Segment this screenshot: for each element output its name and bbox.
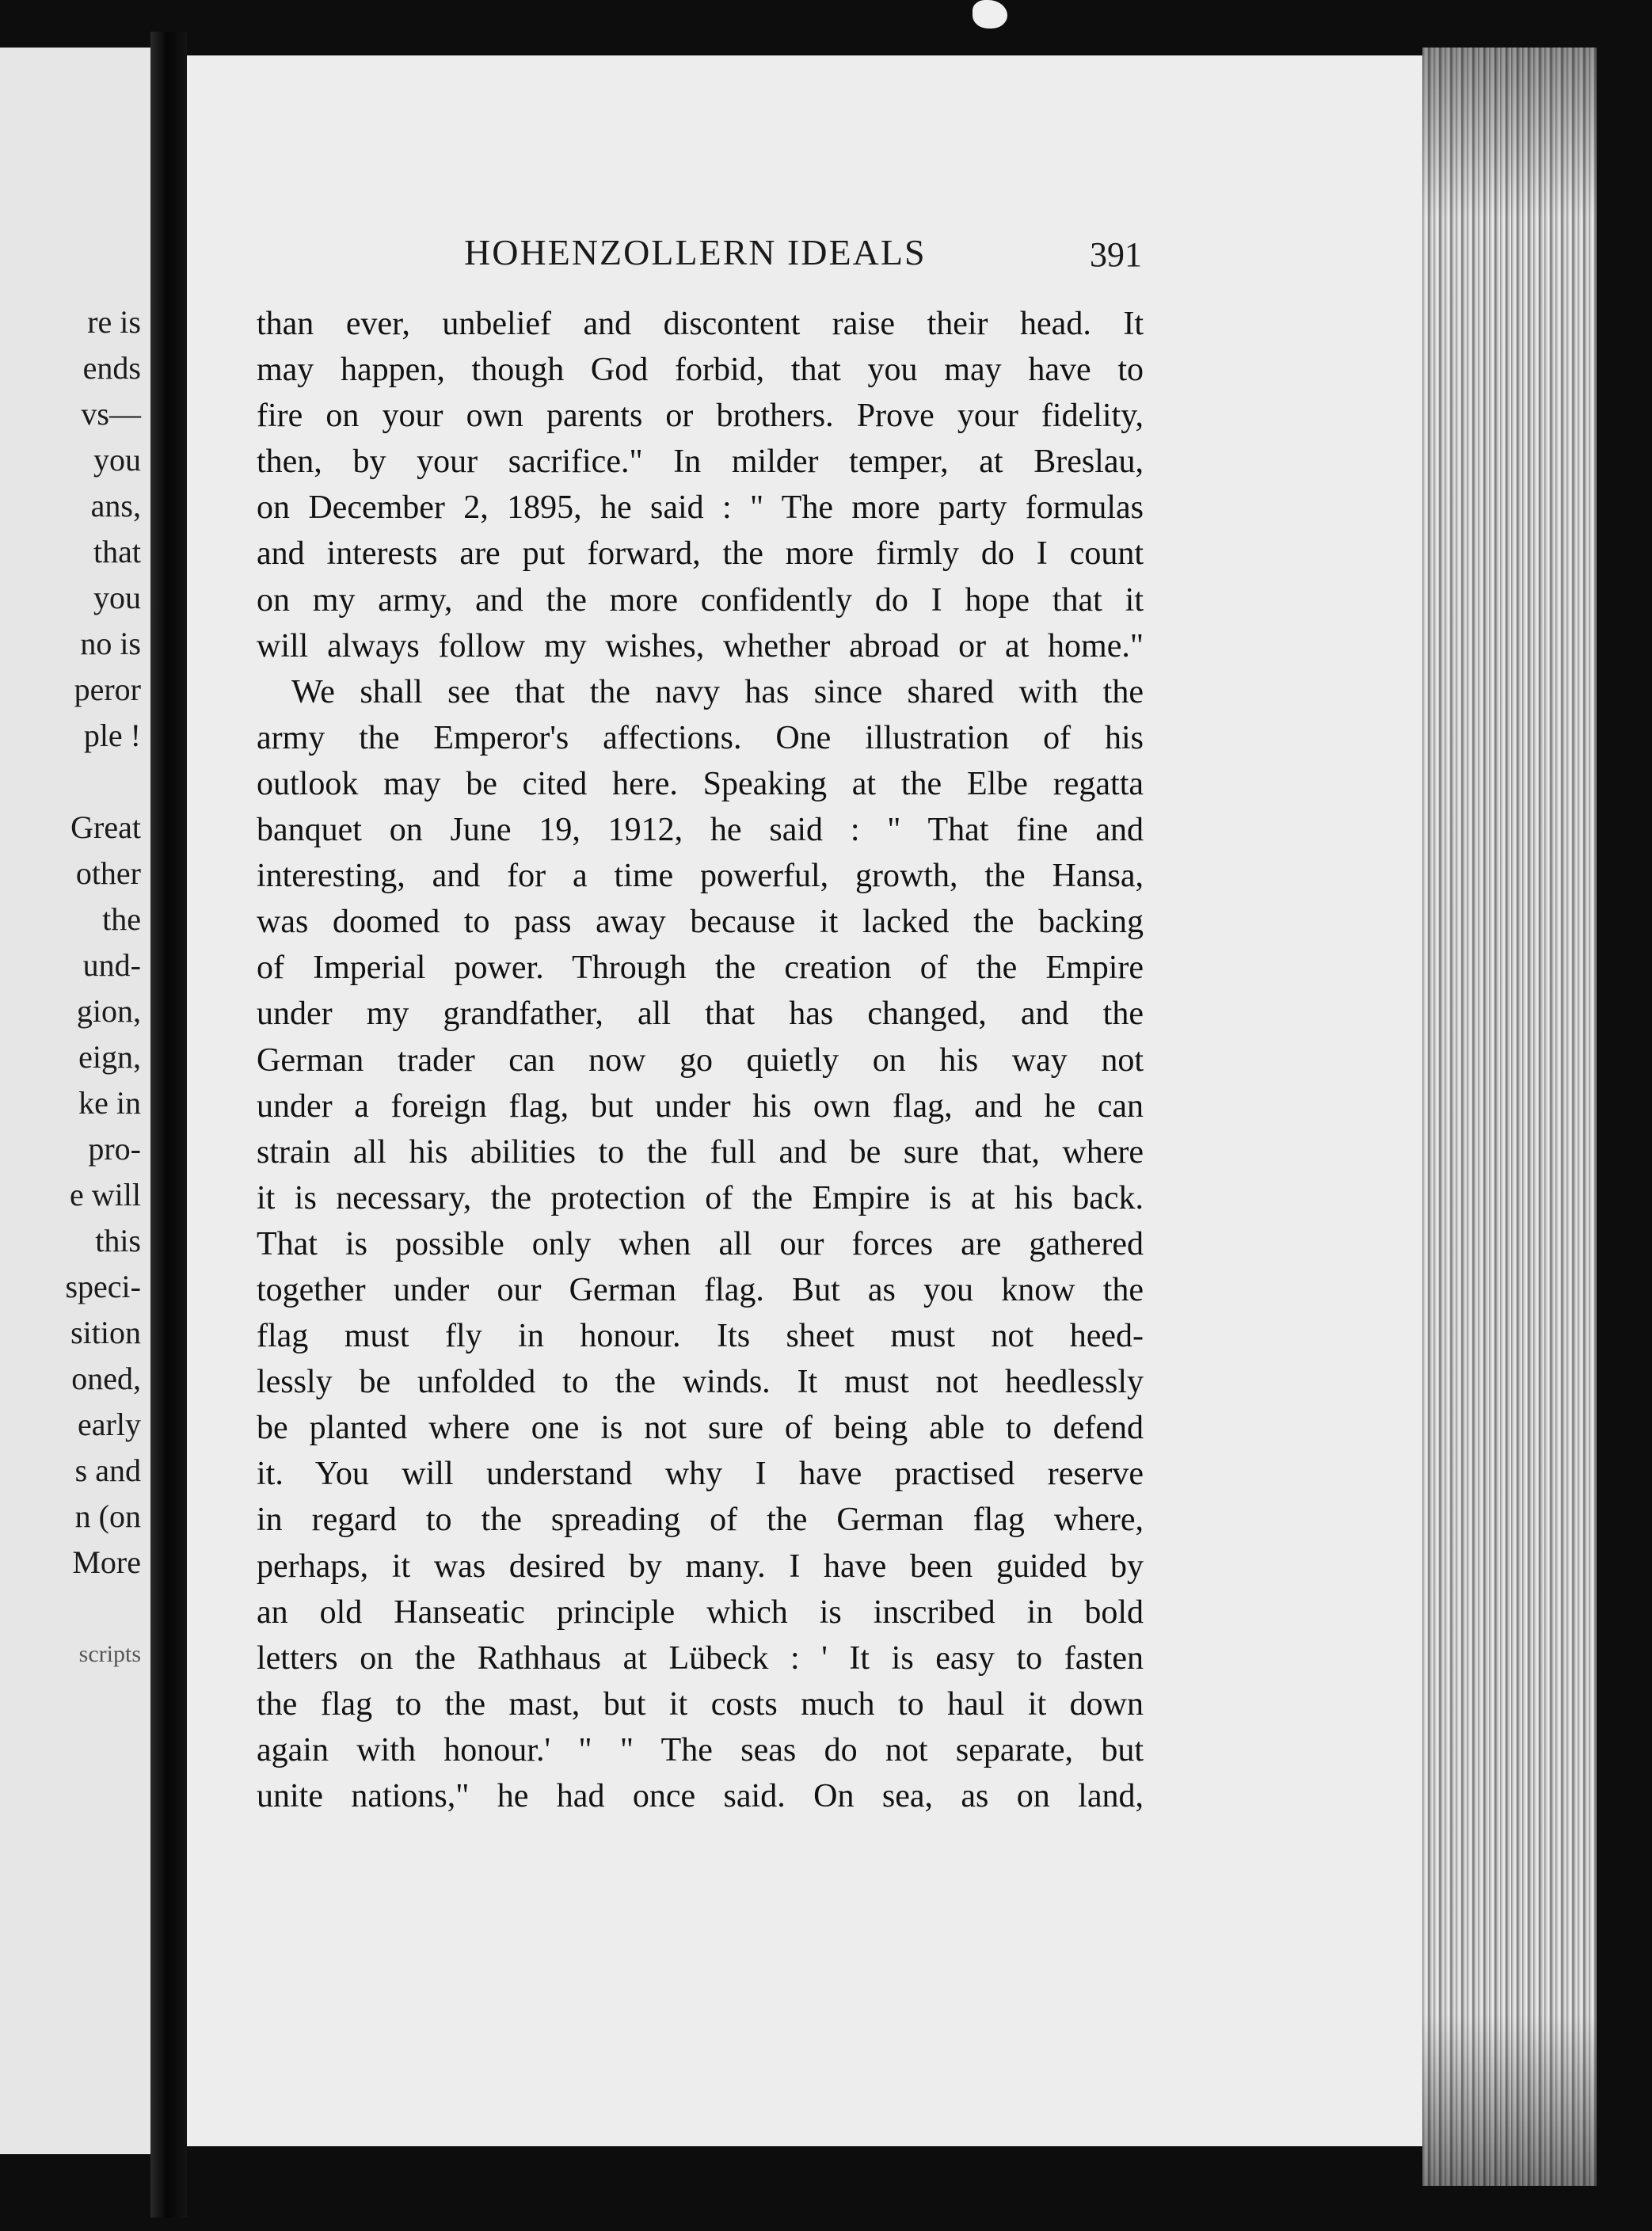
text-line: flag must fly in honour. Its sheet must not heed- (257, 1318, 1144, 1355)
left-page-line: More (72, 1544, 141, 1580)
left-page-line: vs— (81, 396, 141, 432)
body-text (257, 301, 1144, 1819)
text-line: fire on your own parents or brothers. Prove your fidelity, (257, 398, 1144, 435)
left-page-footnote: scripts (78, 1641, 141, 1667)
left-page-line: sition (70, 1315, 141, 1350)
left-page-line: Great (70, 809, 141, 845)
left-page-line: that (93, 534, 141, 569)
text-line: We shall see that the navy has since shared with the (291, 673, 1144, 710)
text-line: than ever, unbelief and discontent raise their head. It (257, 306, 1144, 342)
text-line: was doomed to pass away because it lacked the backing (257, 904, 1144, 941)
text-line: banquet on June 19, 1912, he said : " That fine and (257, 812, 1144, 849)
left-page-line: speci- (65, 1269, 141, 1304)
left-page-line: und- (82, 947, 141, 983)
text-line: under my grandfather, all that has changed, and the (257, 996, 1144, 1033)
left-page-line: pro- (88, 1131, 141, 1167)
left-page-line: this (95, 1223, 141, 1258)
text-line: on December 2, 1895, he said : " The more party formulas (257, 489, 1144, 527)
left-page-line: the (102, 901, 141, 937)
left-page-line: other (75, 855, 141, 891)
text-line: in regard to the spreading of the German flag where, (257, 1502, 1144, 1539)
running-head: HOHENZOLLERN IDEALS (464, 232, 927, 272)
text-line: strain all his abilities to the full and be sure that, where (257, 1133, 1144, 1171)
text-line: German trader can now go quietly on his way not (257, 1041, 1144, 1079)
text-line: may happen, though God forbid, that you may have to (257, 352, 1144, 389)
book-page (187, 55, 1430, 2146)
text-line: That is possible only when all our forces are gathered (257, 1225, 1144, 1262)
text-line: it. You will understand why I have practised reserve (257, 1456, 1144, 1493)
text-line: lessly be unfolded to the winds. It must not heedlessly (257, 1364, 1144, 1401)
page-block-shadow (1422, 48, 1597, 2186)
text-line: unite nations," he had once said. On sea, as on land, (257, 1778, 1144, 1814)
text-line: it is necessary, the protection of the Empire is at his back. (257, 1179, 1144, 1216)
text-line: the flag to the mast, but it costs much to haul it down (257, 1685, 1144, 1723)
book-gutter (150, 32, 187, 2218)
text-line: outlook may be cited here. Speaking at the Elbe regatta (257, 765, 1144, 802)
left-facing-page (0, 48, 150, 2154)
page-header (187, 231, 1430, 279)
left-page-line: you (93, 580, 141, 615)
left-page-line: ends (82, 350, 141, 386)
text-line: an old Hanseatic principle which is inscribed in bold (257, 1593, 1144, 1631)
text-line: and interests are put forward, the more firmly do I count (257, 535, 1144, 573)
left-page-line: early (78, 1407, 141, 1442)
left-page-line: e will (70, 1177, 141, 1213)
text-line: of Imperial power. Through the creation of the Empire (257, 950, 1144, 987)
text-line: letters on the Rathhaus at Lübeck : ' It is easy to fasten (257, 1639, 1144, 1677)
text-line: then, by your sacrifice." In milder temper, at Breslau, (257, 444, 1144, 481)
text-line: again with honour.' " " The seas do not separate, but (257, 1731, 1144, 1768)
text-line: together under our German flag. But as you know the (257, 1271, 1144, 1308)
left-page-line: oned, (71, 1361, 141, 1396)
left-page-line: s and (74, 1452, 141, 1488)
left-page-line: peror (74, 672, 141, 707)
left-page-line: you (93, 442, 141, 478)
text-line: be planted where one is not sure of being able to defend (257, 1410, 1144, 1447)
left-page-line: ans, (90, 488, 141, 523)
text-line: interesting, and for a time powerful, growth, the Hansa, (257, 858, 1144, 895)
left-page-line: no is (80, 626, 141, 661)
text-line: on my army, and the more confidently do I hope that it (257, 581, 1144, 619)
left-page-line: n (on (74, 1498, 141, 1534)
text-line: under a foreign flag, but under his own flag, and he can (257, 1087, 1144, 1125)
text-line: will always follow my wishes, whether abroad or at home." (257, 627, 1144, 664)
left-page-line: ple ! (83, 718, 141, 753)
text-line: army the Emperor's affections. One illustration of his (257, 719, 1144, 756)
left-page-line: re is (87, 304, 141, 340)
left-page-line: gion, (76, 993, 141, 1029)
page-number: 391 (1090, 235, 1142, 274)
scan-speck (973, 0, 1007, 29)
left-page-line: eign, (78, 1039, 141, 1075)
left-page-line: ke in (78, 1085, 141, 1121)
text-line: perhaps, it was desired by many. I have been guided by (257, 1548, 1144, 1585)
